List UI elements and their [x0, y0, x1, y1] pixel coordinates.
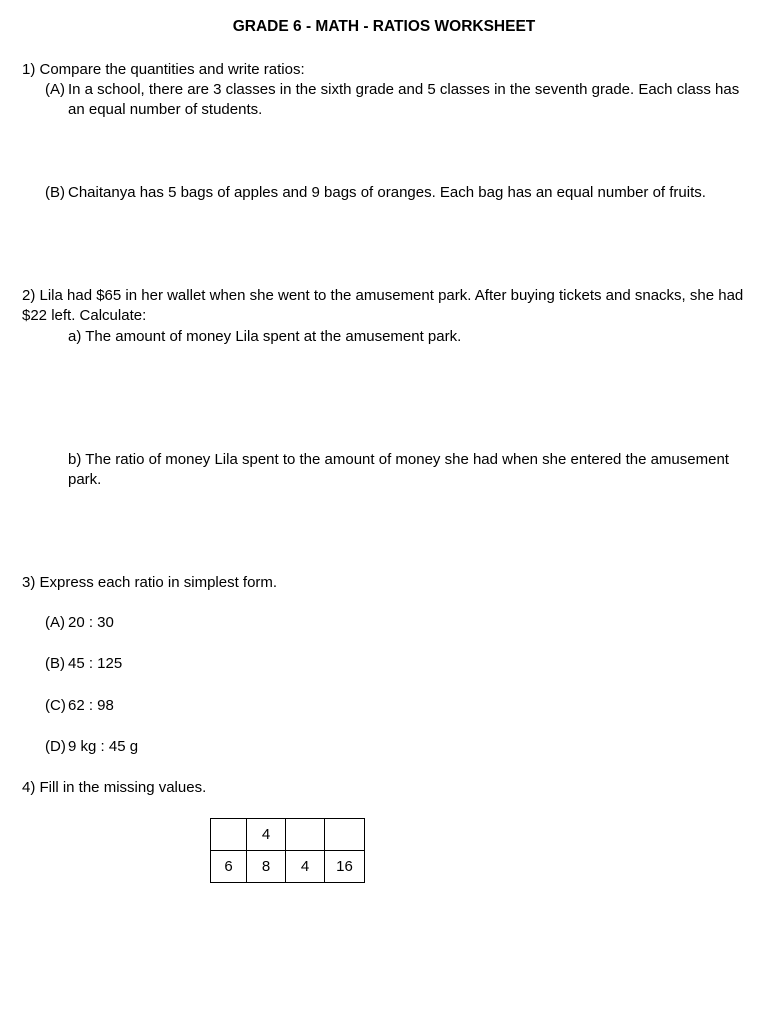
question-2b-line-1: b) The ratio of money Lila spent to the amount of money she had when she entered the amusement: [68, 451, 729, 468]
question-3d-label: (D): [45, 738, 66, 755]
question-3b-ratio: 45 : 125: [68, 655, 123, 672]
question-1a-label: (A): [45, 81, 65, 98]
question-3-prompt: 3) Express each ratio in simplest form.: [22, 574, 278, 591]
question-3c-label: (C): [45, 697, 66, 714]
question-1-prompt: 1) Compare the quantities and write ratios:: [22, 61, 305, 78]
question-2a: a) The amount of money Lila spent at the amusement park.: [68, 328, 462, 345]
question-3a: [45, 613, 114, 633]
question-3b-label: (B): [45, 655, 65, 672]
table-cell-r2-c3: 4: [286, 851, 325, 883]
question-1a-line-2: an equal number of students.: [68, 101, 263, 118]
table-cell-r2-c4: 16: [325, 851, 365, 883]
question-4-prompt: 4) Fill in the missing values.: [22, 779, 207, 796]
question-2b-line-2: park.: [68, 471, 102, 488]
question-3d: [45, 737, 138, 757]
question-3b: [45, 654, 122, 674]
table-cell-r2-c2: 8: [247, 851, 286, 883]
question-3c-ratio: 62 : 98: [68, 697, 114, 714]
ratio-table-row-2: [211, 851, 365, 883]
question-3a-ratio: 20 : 30: [68, 614, 114, 631]
table-cell-r2-c1: 6: [211, 851, 247, 883]
question-3a-label: (A): [45, 614, 65, 631]
question-3c: [45, 696, 114, 716]
table-cell-r1-c4[interactable]: [325, 819, 365, 851]
question-3d-ratio: 9 kg : 45 g: [68, 738, 139, 755]
question-1b-text: Chaitanya has 5 bags of apples and 9 bags of oranges. Each bag has an equal number of fruits.: [68, 184, 706, 201]
question-1b-label: (B): [45, 184, 65, 201]
ratio-table-row-1: [211, 819, 365, 851]
table-cell-r1-c1[interactable]: [211, 819, 247, 851]
question-1b: [45, 183, 706, 203]
table-cell-r1-c3[interactable]: [286, 819, 325, 851]
question-2-line-2: $22 left. Calculate:: [22, 307, 147, 324]
question-1a: [45, 80, 739, 100]
ratio-table: [210, 818, 365, 883]
worksheet-title: GRADE 6 - MATH - RATIOS WORKSHEET: [232, 18, 536, 35]
table-cell-r1-c2: 4: [247, 819, 286, 851]
question-1a-line-1: In a school, there are 3 classes in the sixth grade and 5 classes in the seventh grade. Each class has: [68, 81, 740, 98]
question-2-line-1: 2) Lila had $65 in her wallet when she went to the amusement park. After buying tickets and snacks, she had: [22, 287, 744, 304]
